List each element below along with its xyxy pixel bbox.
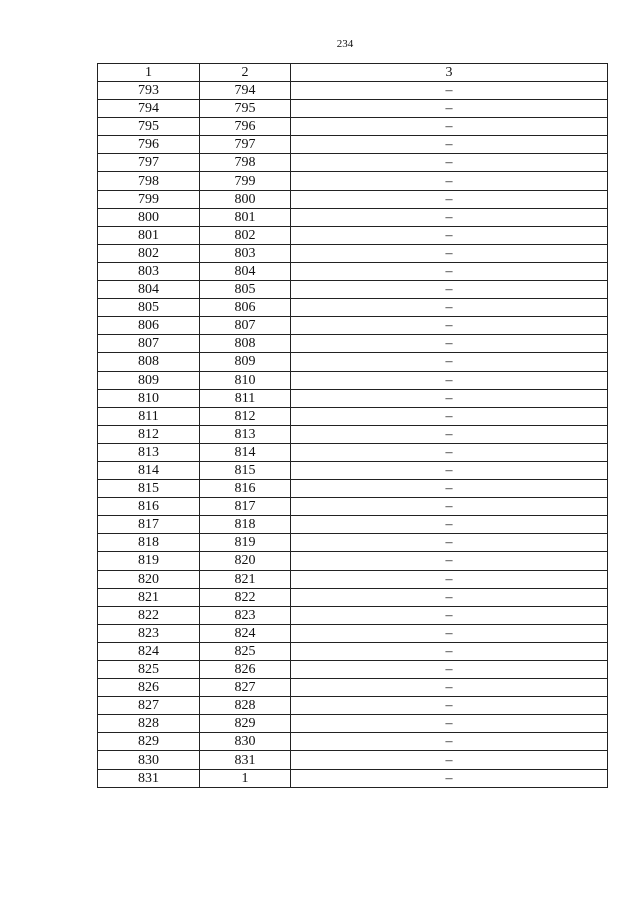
table-cell-col-2: 807 — [200, 317, 291, 335]
table-cell-col-3: – — [291, 733, 608, 751]
table-cell-col-1: 795 — [98, 118, 200, 136]
table-cell-col-3: – — [291, 154, 608, 172]
table-row — [98, 244, 608, 262]
table-row — [98, 552, 608, 570]
table-row — [98, 226, 608, 244]
table-cell-col-1: 823 — [98, 624, 200, 642]
table-header-row — [98, 64, 608, 82]
table-row — [98, 697, 608, 715]
table-row — [98, 190, 608, 208]
table-row — [98, 588, 608, 606]
table-cell-col-3: – — [291, 389, 608, 407]
table-cell-col-3: – — [291, 118, 608, 136]
table-cell-col-3: – — [291, 335, 608, 353]
table-cell-col-3: – — [291, 82, 608, 100]
table-cell-col-3: – — [291, 516, 608, 534]
table-cell-col-1: 824 — [98, 642, 200, 660]
table-cell-col-3: – — [291, 443, 608, 461]
table-cell-col-3: – — [291, 552, 608, 570]
table-cell-col-1: 830 — [98, 751, 200, 769]
table-row — [98, 100, 608, 118]
table-cell-col-1: 815 — [98, 480, 200, 498]
table-row — [98, 642, 608, 660]
table-row — [98, 172, 608, 190]
table-cell-col-3: – — [291, 190, 608, 208]
table-row — [98, 461, 608, 479]
table-cell-col-2: 805 — [200, 281, 291, 299]
table-cell-col-3: – — [291, 281, 608, 299]
table-cell-col-3: – — [291, 208, 608, 226]
table-row — [98, 118, 608, 136]
table-row — [98, 317, 608, 335]
table-cell-col-1: 811 — [98, 407, 200, 425]
table-body — [98, 82, 608, 788]
table-cell-col-1: 793 — [98, 82, 200, 100]
table-cell-col-2: 826 — [200, 661, 291, 679]
table-cell-col-1: 802 — [98, 244, 200, 262]
table-cell-col-2: 829 — [200, 715, 291, 733]
table-cell-col-3: – — [291, 262, 608, 280]
table-cell-col-3: – — [291, 407, 608, 425]
table-cell-col-3: – — [291, 661, 608, 679]
table-cell-col-1: 818 — [98, 534, 200, 552]
table-cell-col-2: 811 — [200, 389, 291, 407]
table-cell-col-1: 820 — [98, 570, 200, 588]
table-cell-col-1: 806 — [98, 317, 200, 335]
table-cell-col-2: 824 — [200, 624, 291, 642]
table-cell-col-1: 819 — [98, 552, 200, 570]
table-cell-col-1: 822 — [98, 606, 200, 624]
column-header-3: 3 — [291, 64, 608, 82]
table-cell-col-3: – — [291, 498, 608, 516]
table-cell-col-2: 814 — [200, 443, 291, 461]
table-row — [98, 498, 608, 516]
table-row — [98, 751, 608, 769]
table-cell-col-1: 821 — [98, 588, 200, 606]
table-cell-col-2: 825 — [200, 642, 291, 660]
table-row — [98, 407, 608, 425]
table-cell-col-3: – — [291, 679, 608, 697]
table-cell-col-3: – — [291, 100, 608, 118]
table-cell-col-1: 805 — [98, 299, 200, 317]
table-row — [98, 299, 608, 317]
table-cell-col-3: – — [291, 317, 608, 335]
table-cell-col-3: – — [291, 371, 608, 389]
table-cell-col-1: 808 — [98, 353, 200, 371]
table-row — [98, 281, 608, 299]
table-cell-col-1: 828 — [98, 715, 200, 733]
table-cell-col-1: 825 — [98, 661, 200, 679]
table-cell-col-2: 816 — [200, 480, 291, 498]
table-cell-col-3: – — [291, 136, 608, 154]
table-cell-col-3: – — [291, 751, 608, 769]
table-cell-col-2: 808 — [200, 335, 291, 353]
page-number: 234 — [336, 38, 354, 50]
table-cell-col-1: 810 — [98, 389, 200, 407]
table-cell-col-3: – — [291, 425, 608, 443]
table-row — [98, 389, 608, 407]
table-row — [98, 570, 608, 588]
table-cell-col-2: 794 — [200, 82, 291, 100]
table-cell-col-1: 798 — [98, 172, 200, 190]
table-cell-col-1: 829 — [98, 733, 200, 751]
table-cell-col-1: 816 — [98, 498, 200, 516]
table-cell-col-2: 797 — [200, 136, 291, 154]
table-row — [98, 335, 608, 353]
table-row — [98, 443, 608, 461]
table-cell-col-3: – — [291, 299, 608, 317]
table-cell-col-1: 803 — [98, 262, 200, 280]
table-cell-col-2: 810 — [200, 371, 291, 389]
table-cell-col-2: 800 — [200, 190, 291, 208]
table-row — [98, 624, 608, 642]
table-cell-col-3: – — [291, 642, 608, 660]
table-cell-col-3: – — [291, 697, 608, 715]
table-row — [98, 82, 608, 100]
column-header-2: 2 — [200, 64, 291, 82]
table-cell-col-1: 800 — [98, 208, 200, 226]
table-cell-col-2: 815 — [200, 461, 291, 479]
table-row — [98, 733, 608, 751]
table-cell-col-2: 830 — [200, 733, 291, 751]
table-cell-col-2: 823 — [200, 606, 291, 624]
table-row — [98, 715, 608, 733]
table-cell-col-1: 812 — [98, 425, 200, 443]
table-cell-col-1: 827 — [98, 697, 200, 715]
table-cell-col-1: 809 — [98, 371, 200, 389]
table-cell-col-2: 820 — [200, 552, 291, 570]
table-row — [98, 208, 608, 226]
table-cell-col-3: – — [291, 534, 608, 552]
table-cell-col-1: 826 — [98, 679, 200, 697]
table-row — [98, 154, 608, 172]
table-cell-col-3: – — [291, 570, 608, 588]
column-header-1: 1 — [98, 64, 200, 82]
table-row — [98, 425, 608, 443]
table-cell-col-3: – — [291, 244, 608, 262]
table-cell-col-3: – — [291, 480, 608, 498]
table-cell-col-3: – — [291, 624, 608, 642]
table-cell-col-2: 831 — [200, 751, 291, 769]
table-row — [98, 480, 608, 498]
table-cell-col-3: – — [291, 461, 608, 479]
table-cell-col-2: 818 — [200, 516, 291, 534]
table-cell-col-2: 819 — [200, 534, 291, 552]
table-cell-col-3: – — [291, 226, 608, 244]
table-cell-col-2: 799 — [200, 172, 291, 190]
table-cell-col-2: 828 — [200, 697, 291, 715]
table-row — [98, 534, 608, 552]
table-cell-col-1: 814 — [98, 461, 200, 479]
table-cell-col-2: 802 — [200, 226, 291, 244]
table-cell-col-2: 798 — [200, 154, 291, 172]
table-cell-col-2: 804 — [200, 262, 291, 280]
table-cell-col-1: 797 — [98, 154, 200, 172]
table-cell-col-2: 813 — [200, 425, 291, 443]
table-row — [98, 516, 608, 534]
table-cell-col-2: 803 — [200, 244, 291, 262]
table-cell-col-1: 801 — [98, 226, 200, 244]
table-cell-col-3: – — [291, 606, 608, 624]
table-cell-col-1: 813 — [98, 443, 200, 461]
table-cell-col-1: 794 — [98, 100, 200, 118]
table-cell-col-2: 806 — [200, 299, 291, 317]
table-cell-col-1: 796 — [98, 136, 200, 154]
table-cell-col-3: – — [291, 769, 608, 787]
table-cell-col-2: 812 — [200, 407, 291, 425]
table-cell-col-2: 801 — [200, 208, 291, 226]
table-cell-col-2: 796 — [200, 118, 291, 136]
table-cell-col-2: 822 — [200, 588, 291, 606]
data-table — [97, 63, 608, 788]
table-cell-col-3: – — [291, 588, 608, 606]
table-row — [98, 606, 608, 624]
table-cell-col-2: 809 — [200, 353, 291, 371]
table-cell-col-3: – — [291, 715, 608, 733]
table-cell-col-2: 827 — [200, 679, 291, 697]
table-row — [98, 769, 608, 787]
table-cell-col-1: 804 — [98, 281, 200, 299]
table-cell-col-1: 831 — [98, 769, 200, 787]
table-cell-col-2: 821 — [200, 570, 291, 588]
table-cell-col-2: 817 — [200, 498, 291, 516]
table-cell-col-1: 807 — [98, 335, 200, 353]
table-row — [98, 371, 608, 389]
table-row — [98, 661, 608, 679]
table-cell-col-2: 795 — [200, 100, 291, 118]
table-cell-col-1: 817 — [98, 516, 200, 534]
table-row — [98, 679, 608, 697]
table-row — [98, 262, 608, 280]
table-cell-col-1: 799 — [98, 190, 200, 208]
table-cell-col-2: 1 — [200, 769, 291, 787]
table-cell-col-3: – — [291, 353, 608, 371]
table-row — [98, 136, 608, 154]
table-cell-col-3: – — [291, 172, 608, 190]
table-row — [98, 353, 608, 371]
